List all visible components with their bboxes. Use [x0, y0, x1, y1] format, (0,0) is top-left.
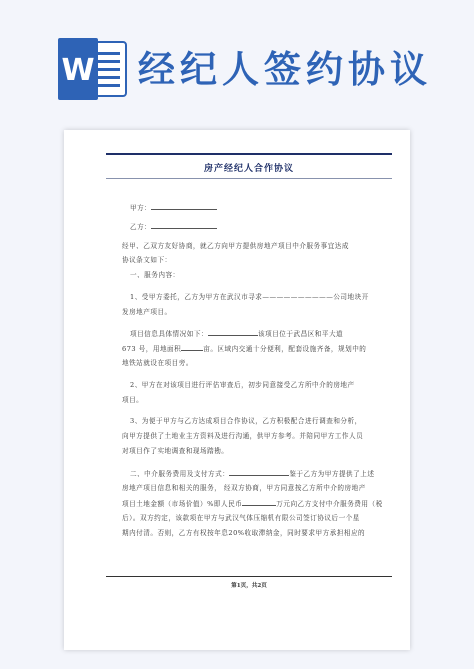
paragraph-line: 经甲、乙双方友好协商，就乙方向甲方提供房地产项目中介服务事宜达成	[122, 242, 349, 250]
paragraph-line: 1、受甲方委托，乙方为甲方在武汉市寻求——————————公司地块开	[130, 293, 369, 301]
amount-text: 项目土地金额（市场价值）%即人民币	[122, 500, 243, 508]
paragraph-line: 3、为便于甲方与乙方达成项目合作协议，乙方积极配合进行调查和分析，	[130, 417, 362, 425]
footer-rule	[106, 576, 392, 577]
banner	[0, 0, 474, 125]
paragraph-line: 向甲方提供了土地业主方资料及进行沟通，供甲方参考。并陪同甲方工作人员	[122, 432, 364, 440]
paragraph-line: 项目。	[122, 396, 144, 404]
party-b-blank	[151, 221, 217, 229]
party-b-line	[130, 221, 384, 232]
paragraph-line	[130, 468, 384, 479]
project-info-label: 项目信息具体情况如下：	[130, 330, 209, 338]
header-rule	[106, 153, 392, 155]
document-title: 房产经纪人合作协议	[203, 164, 294, 174]
paragraph-line	[130, 328, 384, 339]
paragraph-line: 房地产项目信息和相关的服务， 经双方协商，甲方同意按乙方所中介的房地产	[122, 484, 366, 492]
address-text: 673 号，用地面积	[122, 345, 182, 353]
paragraph-line: 2、甲方在对该项目进行评估审查后，初步同意接受乙方所中介的房地产	[130, 381, 355, 389]
area-blank	[181, 343, 203, 351]
party-a-blank	[151, 202, 217, 210]
amount-blank	[242, 498, 276, 506]
amount-unit-text: 万元向乙方支付中介服务费用（税	[276, 500, 383, 508]
fee-blank	[229, 468, 289, 476]
section-heading: 一、服务内容：	[130, 271, 180, 279]
party-a-label: 甲方：	[130, 204, 152, 212]
title-divider	[106, 178, 392, 179]
banner-title: 经纪人签约协议	[138, 48, 432, 91]
paragraph-line: 后）。双方约定，该款项在甲方与武汉气体压缩机有限公司签订协议后一个星	[122, 514, 360, 522]
paragraph-line: 协议条文如下：	[122, 256, 172, 264]
paragraph-line: 对项目作了实地调查和现场踏勘。	[122, 447, 229, 455]
paragraph-line	[122, 498, 384, 509]
word-document-icon	[58, 38, 128, 100]
project-location-text: 该项目位于武昌区和平大道	[258, 330, 344, 338]
fee-text: 鉴于乙方为甲方提供了上述	[289, 470, 375, 478]
project-name-blank	[208, 328, 258, 336]
party-b-label: 乙方：	[130, 223, 152, 231]
paragraph-line: 发房地产项目。	[122, 308, 172, 316]
document-page	[64, 130, 410, 650]
svg-text:W: W	[61, 53, 95, 88]
area-text: 亩。区域内交通十分便利，配套设施齐备，规划中的	[203, 345, 367, 353]
paragraph-line	[122, 343, 384, 354]
paragraph-line: 地铁站就设在项目旁。	[122, 359, 193, 367]
party-a-line	[130, 202, 384, 213]
paragraph-line: 期内付清。否则，乙方有权按年息20%收取滞纳金，同时要求甲方承担相应的	[122, 529, 366, 537]
page-number: 第1页，共2页	[231, 583, 267, 589]
section-heading: 二、中介服务费用及支付方式：	[130, 470, 230, 478]
